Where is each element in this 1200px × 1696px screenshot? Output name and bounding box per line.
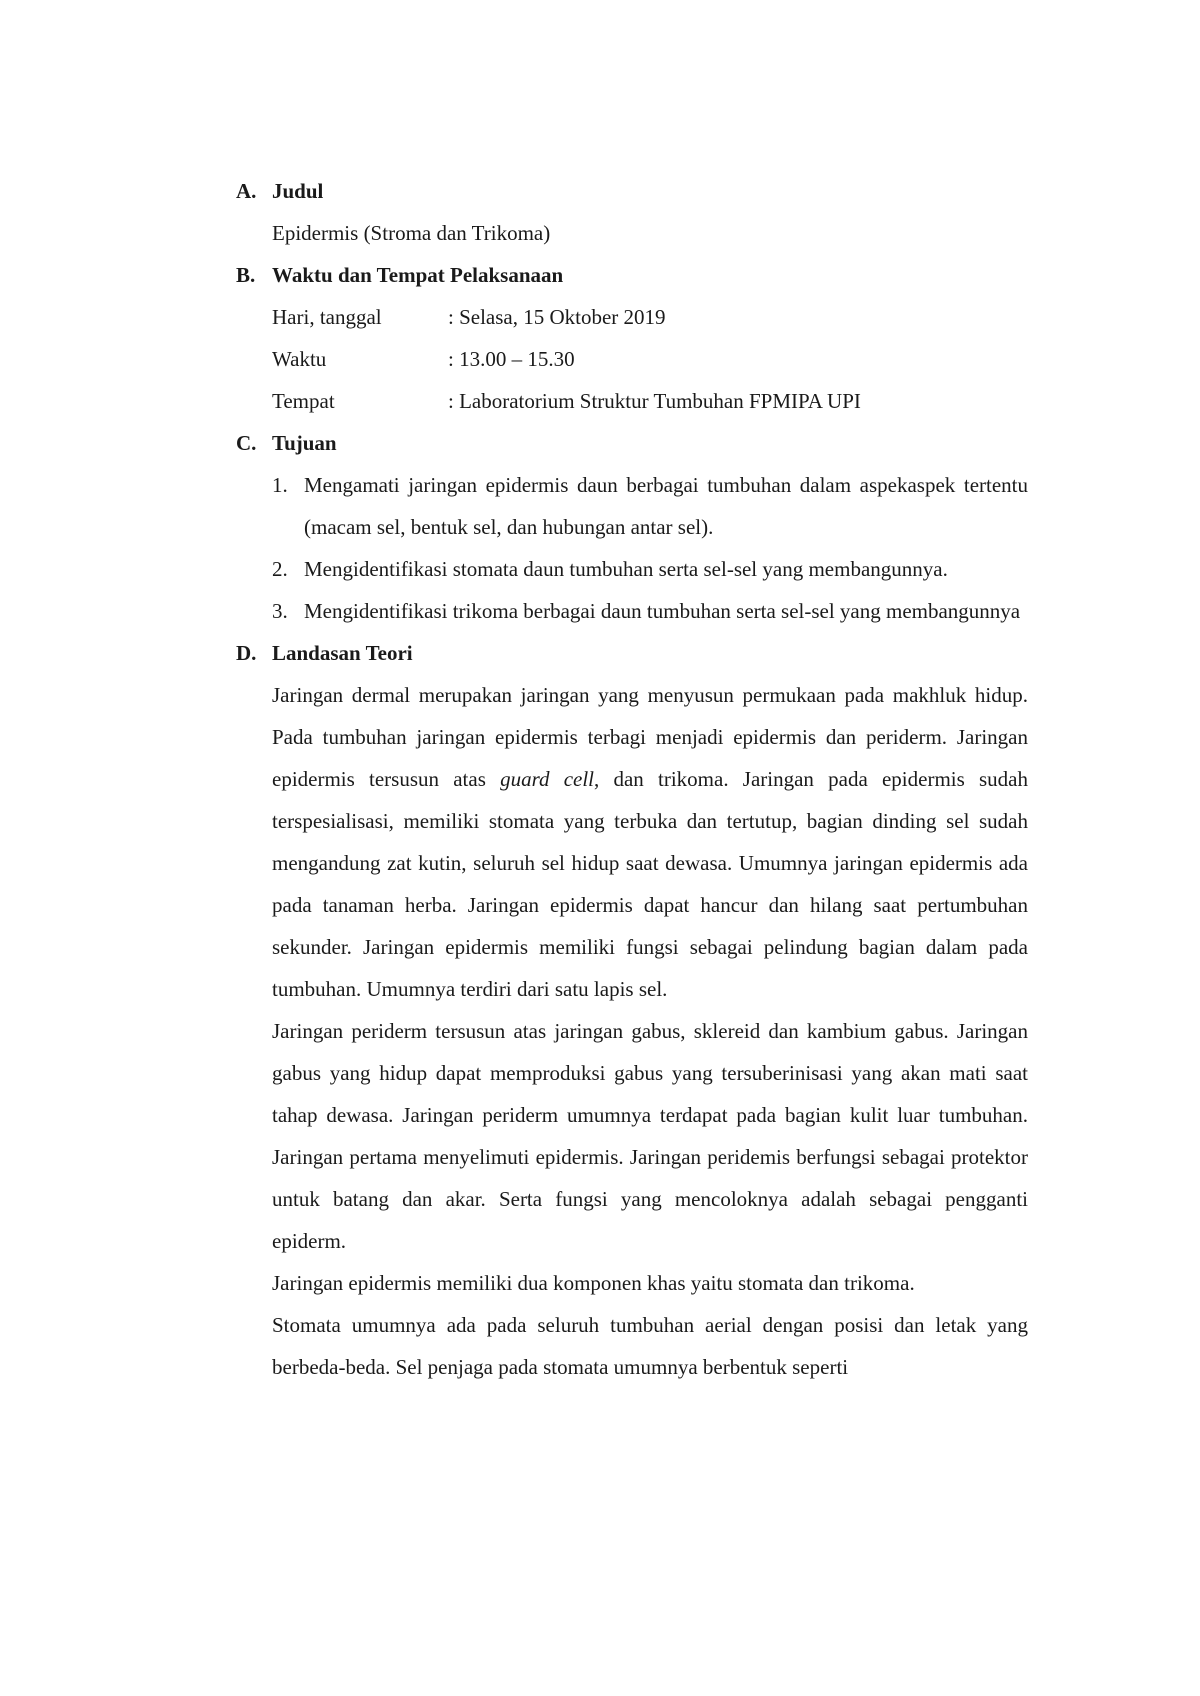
objective-number: 2. [272,557,288,581]
section-b-heading [236,254,1028,296]
objective-text: Mengamati jaringan epidermis daun berbagai tumbuhan dalam aspekaspek tertentu (macam sel, bentuk sel, dan hubungan antar sel). [304,473,1028,539]
theory-paragraph-1 [272,674,1028,1010]
section-c-letter: C. [236,431,257,455]
paragraph-text: , dan trikoma. Jaringan pada epidermis sudah terspesialisasi, memiliki stomata yang terbuka dan tertutup, bagian dinding sel sudah mengandung zat kutin, seluruh sel hidup saat dewasa. Umumnya jaringan epidermis ada pada tanaman herba. Jaringan epidermis dapat hancur dan hilang saat pertumbuhan sekunder. Jaringan epidermis memiliki fungsi sebagai pelindung bagian dalam pada tumbuhan. Umumnya terdiri dari satu lapis sel. [272,767,1028,1001]
objective-item [272,548,1028,590]
schedule-row-date [272,296,1028,338]
objective-text: Mengidentifikasi stomata daun tumbuhan serta sel-sel yang membangunnya. [304,557,948,581]
schedule-row-place [272,380,1028,422]
section-b-title: Waktu dan Tempat Pelaksanaan [272,263,564,287]
section-d-title: Landasan Teori [272,641,413,665]
section-c-heading [236,422,1028,464]
theory-paragraph-4: Stomata umumnya ada pada seluruh tumbuhan aerial dengan posisi dan letak yang berbeda-beda. Sel penjaga pada stomata umumnya berbentuk seperti [272,1313,1028,1379]
schedule-row-time [272,338,1028,380]
italic-term: guard cell [500,767,595,791]
paragraph-text: Jaringan dermal merupakan jaringan yang menyusun permukaan pada makhluk hidup. Pada tumbuhan jaringan epidermis terbagi menjadi epidermis dan periderm. Jaringan epidermis tersusun atas [272,683,1028,791]
schedule-key: Hari, tanggal [272,305,382,329]
section-a-body: Epidermis (Stroma dan Trikoma) [272,221,551,245]
theory-paragraph-2: Jaringan periderm tersusun atas jaringan gabus, sklereid dan kambium gabus. Jaringan gabus yang hidup dapat memproduksi gabus yang tersuberinisasi yang akan mati saat tahap dewasa. Jaringan periderm umumnya terdapat pada bagian kulit luar tumbuhan. Jaringan pertama menyelimuti epidermis. Jaringan peridemis berfungsi sebagai protektor untuk batang dan akar. Serta fungsi yang mencoloknya adalah sebagai pengganti epiderm. [272,1019,1028,1253]
objective-item [272,590,1028,632]
section-a-heading [236,170,1028,212]
section-d-heading [236,632,1028,674]
section-a-title: Judul [272,179,324,203]
objective-text: Mengidentifikasi trikoma berbagai daun tumbuhan serta sel-sel yang membangunnya [304,599,1021,623]
section-c-title: Tujuan [272,431,337,455]
objective-number: 1. [272,473,288,497]
schedule-key: Tempat [272,389,335,413]
section-a-letter: A. [236,179,257,203]
document-content [236,170,1028,1388]
theory-paragraph-3: Jaringan epidermis memiliki dua komponen khas yaitu stomata dan trikoma. [272,1271,915,1295]
schedule-value: : Laboratorium Struktur Tumbuhan FPMIPA UPI [448,389,861,413]
section-d-letter: D. [236,641,257,665]
section-b-letter: B. [236,263,256,287]
objective-item [272,464,1028,548]
schedule-value: : Selasa, 15 Oktober 2019 [448,305,666,329]
objective-number: 3. [272,599,288,623]
schedule-value: : 13.00 – 15.30 [448,347,575,371]
schedule-key: Waktu [272,347,327,371]
